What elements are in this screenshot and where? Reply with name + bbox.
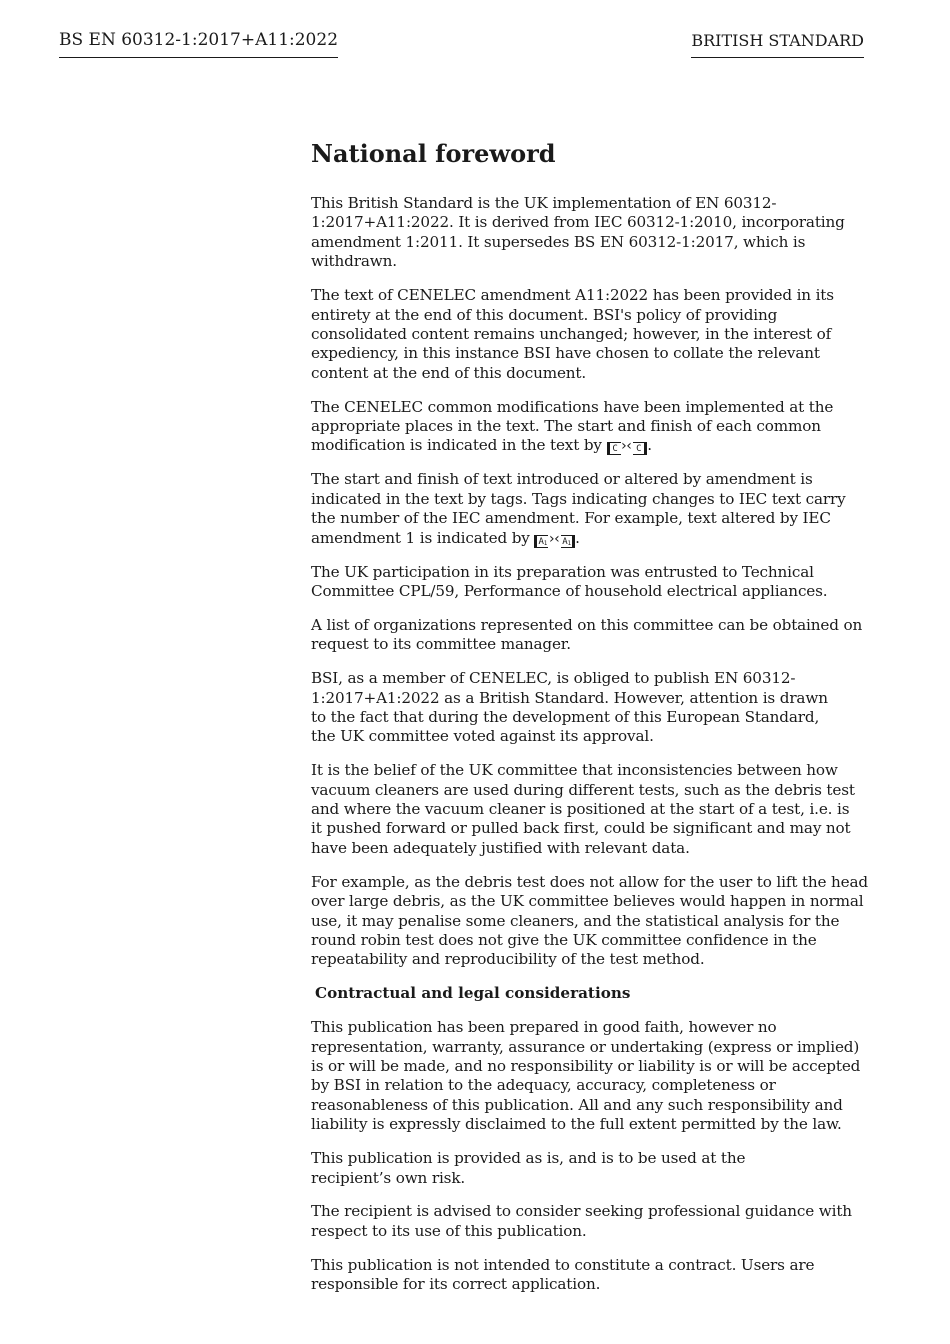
amendment-end-tag: ‹ $A_1$: [561, 535, 575, 548]
paragraph: The start and finish of text introduced or altered by amendment is indicated in the text by tags. Tags indicating changes to IEC text carry the number of the IEC amendment. For example, text altered by IEC amendment 1 is indicated by $A_1$ › ‹ $A_1$ .: [311, 470, 846, 548]
section-heading: Contractual and legal considerations: [315, 984, 631, 1003]
header-document-id: BS EN 60312-1:2017+A11:2022: [59, 30, 338, 58]
paragraph: For example, as the debris test does not allow for the user to lift the head over large debris, as the UK committee believes would happen in normal use, it may penalise some cleaners, and the statistical analysis for the round robin test does not give the UK committee confidence in the repeatability and reproducibility of the test method.: [311, 872, 868, 969]
paragraph: It is the belief of the UK committee that inconsistencies between how vacuum cleaners are used during different tests, such as the debris test and where the vacuum cleaner is positioned at the start of a test, i.e. is it pushed forward or pulled back first, could be significant and may not have been adequately justified with relevant data.: [311, 761, 855, 857]
legal-paragraph: This publication is not intended to constitute a contract. Users are responsible for its correct application.: [311, 1255, 815, 1294]
common-modification-start-tag: C ›: [607, 442, 621, 455]
paragraph: This British Standard is the UK implementation of EN 60312-1:2017+A11:2022. It is derived from IEC 60312-1:2010, incorporating amendment 1:2011. It supersedes BS EN 60312-1:2017, which is withdrawn.: [311, 194, 845, 271]
paragraph: The CENELEC common modifications have been implemented at the appropriate places in the text. The start and finish of each common modification is indicated in the text by C › ‹ C .: [311, 398, 836, 456]
header-label: BRITISH STANDARD: [691, 31, 864, 58]
document-body: [311, 138, 871, 1309]
amendment-start-tag: $A_1$ ›: [534, 535, 548, 548]
common-modification-end-tag: ‹ C: [633, 442, 647, 455]
legal-paragraph: This publication is provided as is, and is to be used at the recipient’s own risk.: [311, 1149, 746, 1187]
legal-paragraph: The recipient is advised to consider seeking professional guidance with respect to its use of this publication.: [311, 1202, 852, 1240]
page-title: National foreword: [311, 139, 556, 168]
paragraph: BSI, as a member of CENELEC, is obliged to publish EN 60312-1:2017+A1:2022 as a British Standard. However, attention is drawn to the fact that during the development of this European Standard, the UK committee voted against its approval.: [311, 669, 828, 746]
paragraph: The text of CENELEC amendment A11:2022 has been provided in its entirety at the end of this document. BSI's policy of providing consolidated content remains unchanged; however, in the interest of expediency, in this instance BSI have chosen to collate the relevant content at the end of this document.: [311, 286, 834, 382]
paragraph: The UK participation in its preparation was entrusted to Technical Committee CPL/59, Performance of household electrical appliances.: [311, 562, 828, 600]
paragraph: A list of organizations represented on this committee can be obtained on request to its committee manager.: [311, 615, 863, 654]
legal-paragraph: This publication has been prepared in good faith, however no representation, warranty, assurance or undertaking (express or implied) is or will be made, and no responsibility or liability is or will be accepted by BSI in relation to the adequacy, accuracy, completeness or reasonableness of this publication. All and any such responsibility and liability is expressly disclaimed to the full extent permitted by the law.: [311, 1018, 861, 1134]
